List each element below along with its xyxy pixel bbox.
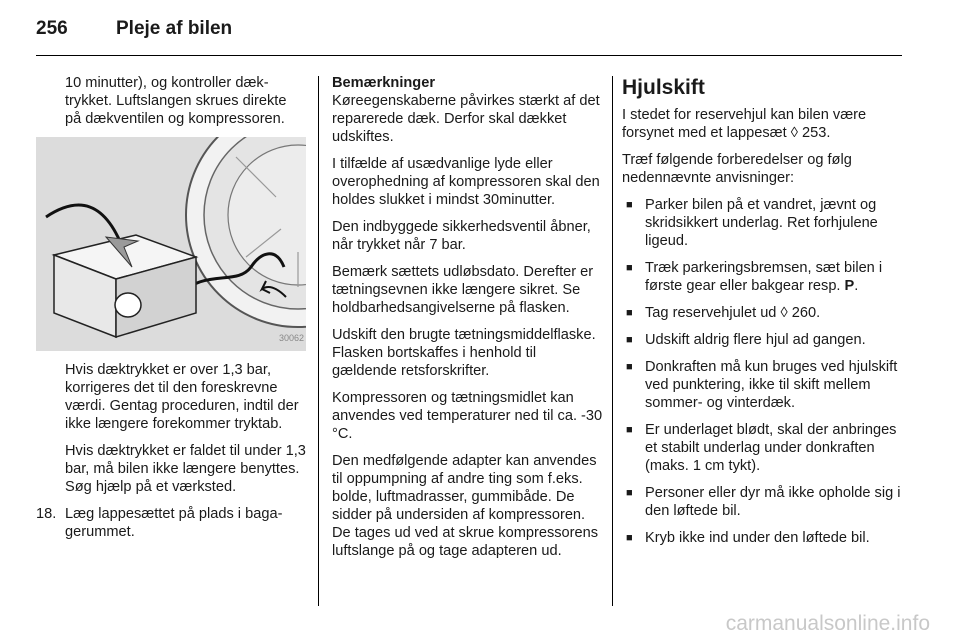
step-text: Læg lappesættet på plads i bagagerummet. [65, 506, 283, 540]
list-item: ■ Kryb ikke ind under den løftede bil. [622, 529, 904, 547]
bullet-icon: ■ [626, 199, 633, 211]
section-heading: Hjulskift [622, 76, 705, 99]
gear-p: P [844, 278, 855, 294]
column-divider-1 [318, 76, 319, 606]
paragraph: Bemærk sættets udløbsdato. Derefter er tætningsevnen ikke længere sikret. Se holdbarhedsangivelserne på flasken. [332, 264, 594, 316]
bullet-icon: ■ [626, 487, 633, 499]
bullet-icon: ■ [626, 361, 633, 373]
list-item: ■ Er underlaget blødt, skal der anbringes et stabilt underlag under donkraften (maks. 1 cm tykt). [622, 421, 904, 475]
paragraph: I tilfælde af usædvanlige lyde eller overophedning af kompressoren skal den holdes slukket i mindst 30minutter. [332, 156, 600, 208]
paragraph: Hvis dæktrykket er faldet til under 1,3 bar, må bilen ikke længere benyttes. Søg hjælp på et værksted. [65, 443, 306, 495]
column-divider-2 [612, 76, 613, 606]
step-number: 18. [36, 506, 57, 522]
compressor-illustration [36, 137, 306, 351]
pressure-gauge [115, 293, 141, 317]
page-header [36, 18, 232, 40]
bullet-icon: ■ [626, 424, 633, 436]
paragraph: I stedet for reservehjul kan bilen være forsynet med et lappesæt ◊ 253. [622, 107, 867, 141]
compressor-drawing [36, 137, 306, 351]
bullet-icon: ■ [626, 532, 633, 544]
list-item: ■ Træk parkeringsbremsen, sæt bilen i første gear eller bakgear resp. P. [622, 259, 904, 295]
notes-heading: Bemærkninger [332, 75, 435, 91]
paragraph: Den indbyggede sikkerhedsventil åbner, når trykket når 7 bar. [332, 219, 591, 253]
paragraph: Kompressoren og tætningsmidlet kan anvendes ved temperaturer ned til ca. -30 °C. [332, 390, 603, 442]
paragraph: Hvis dæktrykket er over 1,3 bar, korrigeres det til den foreskrevne værdi. Gentag proceduren, indtil der ikke længere forekommer tryktab. [65, 362, 299, 432]
intro-text: 10 minutter), og kontroller dæktrykket. Luftslangen skrues direkte på dækventilen og kompressoren. [65, 75, 287, 127]
figure-number: 30062 [278, 333, 304, 343]
page-title: Pleje af bilen [116, 18, 233, 39]
bullet-icon: ■ [626, 334, 633, 346]
column-1 [36, 74, 306, 541]
numbered-step [36, 505, 306, 541]
page-number: 256 [36, 18, 68, 39]
list-item: ■ Personer eller dyr må ikke opholde sig i den løftede bil. [622, 484, 904, 520]
header-rule [36, 55, 902, 56]
list-item: ■ Donkraften må kun bruges ved hjulskift ved punktering, ikke til skift mellem sommer- og vinterdæk. [622, 358, 904, 412]
watermark: carmanualsonline.info [725, 612, 930, 635]
list-item: ■ Udskift aldrig flere hjul ad gangen. [622, 331, 904, 349]
paragraph: Den medfølgende adapter kan anvendes til oppumpning af andre ting som f.eks. bolde, luftmadrasser, gummibåde. De sidder på undersiden af kompressoren. De tages ud ved at skrue kompressorens luftslange på og tage adapteren ud. [332, 453, 599, 559]
bullet-icon: ■ [626, 307, 633, 319]
instruction-list [622, 196, 904, 547]
bullet-icon: ■ [626, 262, 633, 274]
paragraph: Udskift den brugte tætningsmiddelflaske. Flasken bortskaffes i henhold til gældende retsforskrifter. [332, 327, 596, 379]
list-item: ■ Tag reservehjulet ud ◊ 260. [622, 304, 904, 322]
paragraph: Træf følgende forberedelser og følg nedennævnte anvisninger: [622, 152, 852, 186]
paragraph: Køreegenskaberne påvirkes stærkt af det reparerede dæk. Derfor skal dækket udskiftes. [332, 93, 600, 145]
list-item: ■ Parker bilen på et vandret, jævnt og skridsikkert underlag. Ret forhjulene ligeud. [622, 196, 904, 250]
column-3 [622, 74, 904, 556]
column-2 [332, 74, 604, 569]
